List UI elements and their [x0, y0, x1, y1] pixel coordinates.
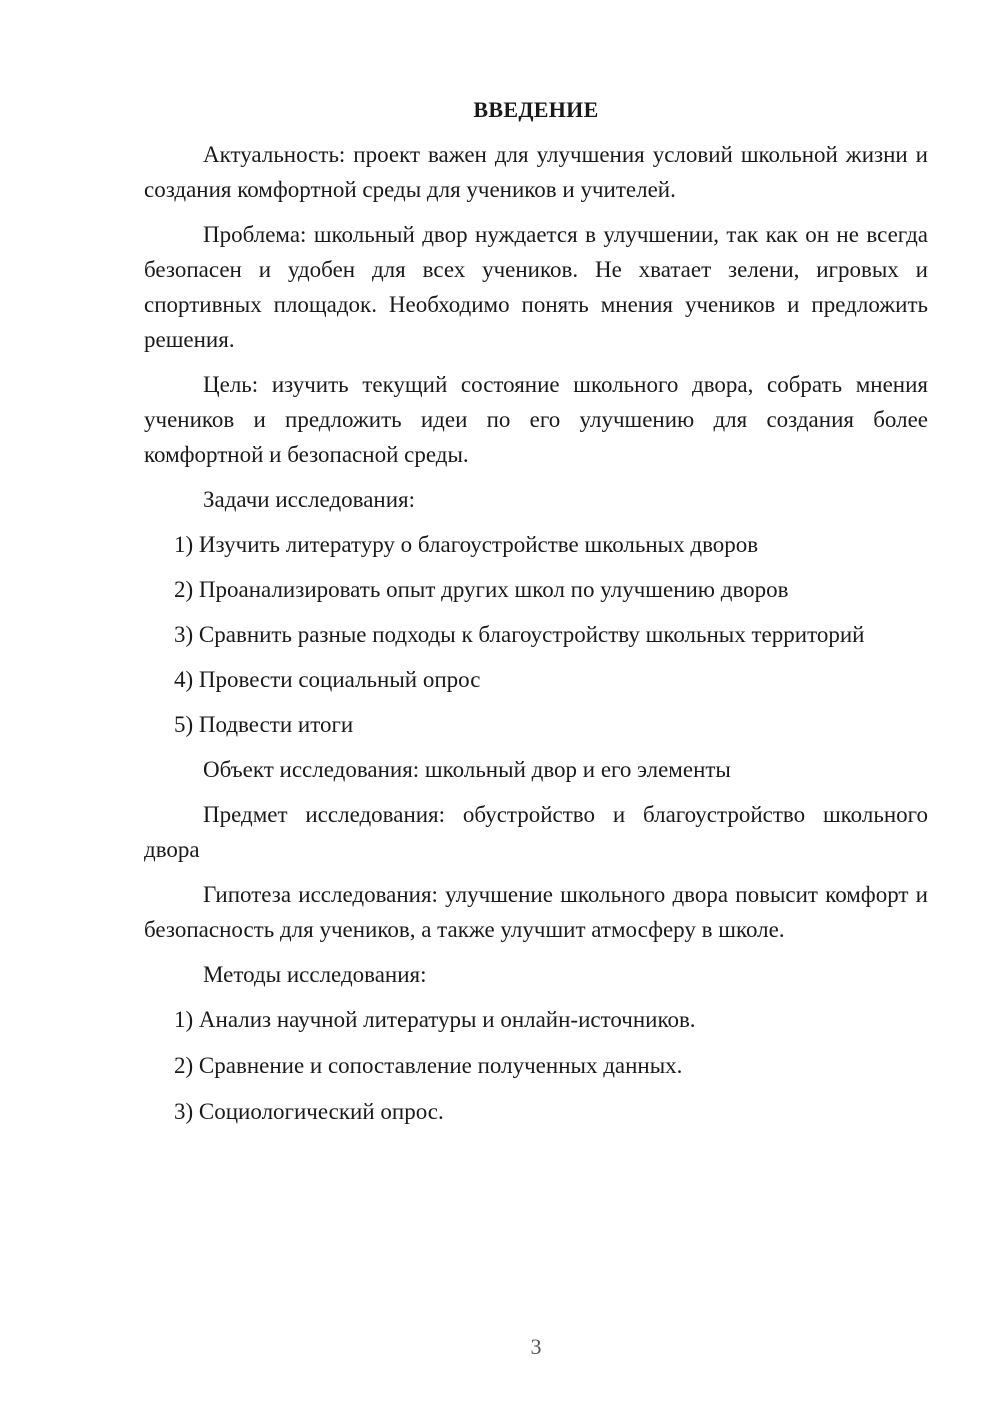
object-paragraph: Объект исследования: школьный двор и его элементы — [203, 757, 731, 782]
problem-paragraph: Проблема: школьный двор нуждается в улучшении, так как он не всегда безопасен и удобен для всех учеников. Не хватает зелени, игровых и спортивных площадок. Необходимо понять мнения учеников и предложить решения. — [144, 222, 928, 352]
task-item: 2) Проанализировать опыт других школ по улучшению дворов — [174, 577, 789, 602]
page-content — [144, 92, 928, 1140]
task-item: 4) Провести социальный опрос — [174, 667, 481, 692]
method-item: 2) Сравнение и сопоставление полученных данных. — [174, 1053, 683, 1078]
subject-paragraph: Предмет исследования: обустройство и благоустройство школьного двора — [144, 802, 928, 862]
page-number: 3 — [530, 1334, 542, 1359]
task-item: 5) Подвести итоги — [174, 712, 354, 737]
relevance-paragraph: Актуальность: проект важен для улучшения условий школьной жизни и создания комфортной среды для учеников и учителей. — [144, 142, 928, 202]
tasks-heading: Задачи исследования: — [203, 487, 416, 512]
section-title: ВВЕДЕНИЕ — [473, 97, 599, 122]
method-item: 1) Анализ научной литературы и онлайн-источников. — [174, 1007, 696, 1032]
goal-paragraph: Цель: изучить текущий состояние школьного двора, собрать мнения учеников и предложить идеи по его улучшению для создания более комфортной и безопасной среды. — [144, 372, 928, 467]
methods-heading: Методы исследования: — [203, 962, 427, 987]
task-item: 1) Изучить литературу о благоустройстве школьных дворов — [174, 532, 759, 557]
task-item: 3) Сравнить разные подходы к благоустройству школьных территорий — [174, 622, 865, 647]
method-item: 3) Социологический опрос. — [174, 1099, 444, 1124]
hypothesis-paragraph: Гипотеза исследования: улучшение школьного двора повысит комфорт и безопасность для учеников, а также улучшит атмосферу в школе. — [144, 882, 928, 942]
